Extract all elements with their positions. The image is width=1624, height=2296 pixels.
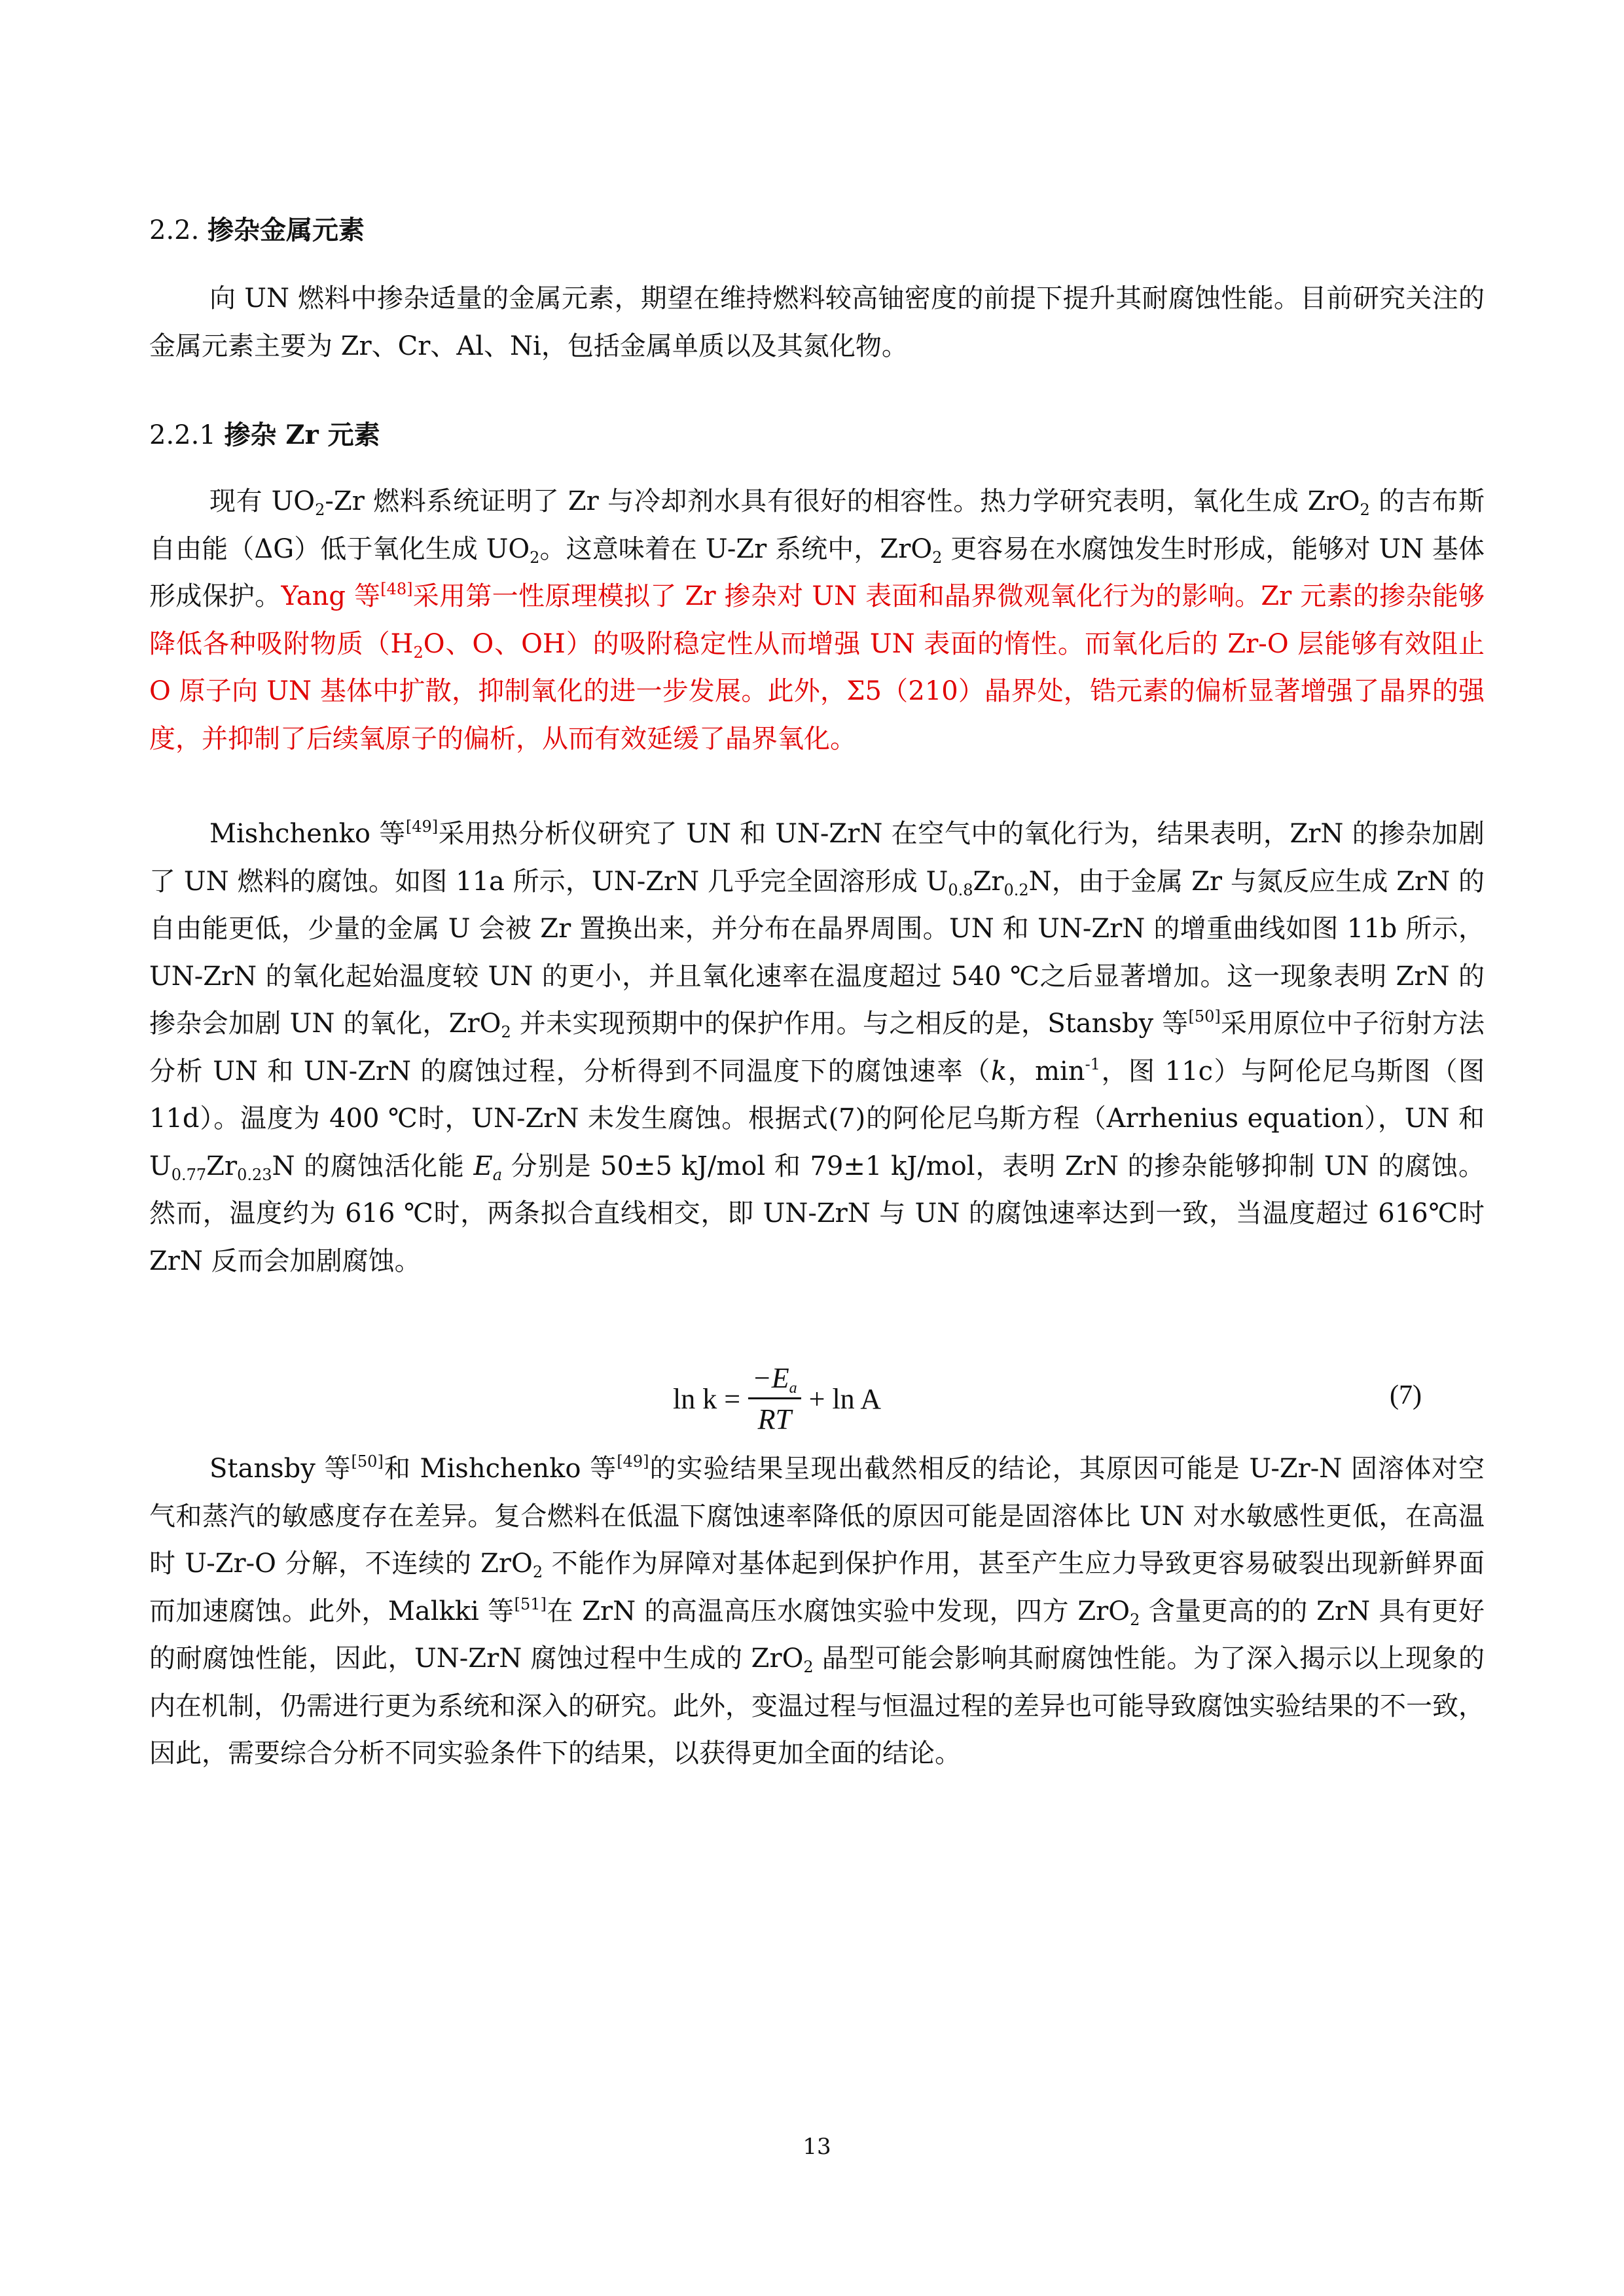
- paragraph-mishchenko-stansby: Mishchenko 等[49]采用热分析仪研究了 UN 和 UN-ZrN 在空气中的氧化行为，结果表明，ZrN 的掺杂加剧了 UN 燃料的腐蚀。如图 11a 所示，UN-ZrN 几乎完全固溶形成 $U_{0.8}Zr_{0.2}N$，由于金属 Zr 与氮反应生成 ZrN 的自由能更低，少量的金属 U 会被 Zr 置换出来，并分布在晶界周围。UN 和 UN-ZrN 的增重曲线如图 11b 所示，UN-ZrN 的氧化起始温度较 UN 的更小，并且氧化速率在温度超过 540 ℃之后显著增加。这一现象表明 ZrN 的掺杂会加剧 UN 的氧化，ZrO$_2$ 并未实现预期中的保护作用。与之相反的是，Stansby 等[50]采用原位中子衍射方法分析 UN 和 UN-ZrN 的腐蚀过程，分析得到不同温度下的腐蚀速率（k，$\min^{-1}$，图 11c）与阿伦尼乌斯图（图 11d）。温度为 400 ℃时，UN-ZrN 未发生腐蚀。根据式(7)的阿伦尼乌斯方程（Arrhenius equation），UN 和 $U_{0.77}Zr_{0.23}N$ 的腐蚀活化能 $E_a$ 分别是 50±5 kJ/mol 和 79±1 kJ/mol，表明 ZrN 的掺杂能够抑制 UN 的腐蚀。然而，温度约为 616 ℃时，两条拟合直线相交，即 UN-ZrN 与 UN 的腐蚀速率达到一致，当温度超过 616℃时 ZrN 反而会加剧腐蚀。: [149, 817, 1485, 1276]
- arrhenius-equation: [149, 1356, 1485, 1441]
- highlighted-text: Yang 等[48]采用第一性原理模拟了 Zr 掺杂对 UN 表面和晶界微观氧化行为的影响。Zr 元素的掺杂能够降低各种吸附物质（$H_2O$、O、OH）的吸附稳定性从而增强 UN 表面的惰性。而氧化后的 Zr-O 层能够有效阻止 O 原子向 UN 基体中扩散，抑制氧化的进一步发展。此外，Σ5（210）晶界处，锆元素的偏析显著增强了晶界的强度，并抑制了后续氧原子的偏析，从而有效延缓了晶界氧化。: [149, 580, 1485, 754]
- subsection-number: 2.2.1: [149, 420, 216, 450]
- page-number: 13: [803, 2134, 831, 2160]
- equation-number: (7): [1390, 1380, 1422, 1410]
- citation-49: [49]: [617, 1452, 649, 1471]
- equation-denominator: RT: [757, 1403, 792, 1435]
- equation-fraction: [748, 1361, 801, 1437]
- equation-lhs: ln k =: [673, 1382, 741, 1415]
- equation-numerator: $-E_a$: [748, 1361, 801, 1399]
- citation-48: [48]: [380, 580, 413, 598]
- citation-50: [50]: [351, 1452, 384, 1471]
- subsection-title: 掺杂 Zr 元素: [224, 420, 380, 450]
- paragraph-zr-compatibility: 现有 $UO_2-Zr$ 燃料系统证明了 Zr 与冷却剂水具有很好的相容性。热力学研究表明，氧化生成 ZrO$_2$ 的吉布斯自由能（ΔG）低于氧化生成 $UO_2$。这意味着在 U-Zr 系统中，ZrO$_2$ 更容易在水腐蚀发生时形成，能够对 UN 基体形成保护。Yang 等[48]采用第一性原理模拟了 Zr 掺杂对 UN 表面和晶界微观氧化行为的影响。Zr 元素的掺杂能够降低各种吸附物质（$H_2O$、O、OH）的吸附稳定性从而增强 UN 表面的惰性。而氧化后的 Zr-O 层能够有效阻止 O 原子向 UN 基体中扩散，抑制氧化的进一步发展。此外，Σ5（210）晶界处，锆元素的偏析显著增强了晶界的强度，并抑制了后续氧原子的偏析，从而有效延缓了晶界氧化。: [149, 486, 1485, 754]
- section-number: 2.2.: [149, 215, 200, 245]
- paragraph-discussion: Stansby 等[50]和 Mishchenko 等[49]的实验结果呈现出截然相反的结论，其原因可能是 U-Zr-N 固溶体对空气和蒸汽的敏感度存在差异。复合燃料在低温下腐蚀速率降低的原因可能是固溶体比 UN 对水敏感性更低，在高温时 U-Zr-O 分解，不连续的 ZrO$_2$ 不能作为屏障对基体起到保护作用，甚至产生应力导致更容易破裂出现新鲜界面而加速腐蚀。此外，Malkki 等[51]在 ZrN 的高温高压水腐蚀实验中发现，四方 ZrO$_2$ 含量更高的的 ZrN 具有更好的耐腐蚀性能，因此，UN-ZrN 腐蚀过程中生成的 ZrO$_2$ 晶型可能会影响其耐腐蚀性能。为了深入揭示以上现象的内在机制，仍需进行更为系统和深入的研究。此外，变温过程与恒温过程的差异也可能导致腐蚀实验结果的不一致，因此，需要综合分析不同实验条件下的结果，以获得更加全面的结论。: [149, 1452, 1485, 1768]
- citation-50: [50]: [1188, 1007, 1221, 1026]
- citation-51: [51]: [514, 1594, 547, 1613]
- intro-paragraph: 向 UN 燃料中掺杂适量的金属元素，期望在维持燃料较高铀密度的前提下提升其耐腐蚀性能。目前研究关注的金属元素主要为 Zr、Cr、Al、Ni，包括金属单质以及其氮化物。: [149, 283, 1485, 361]
- subsection-heading: [149, 419, 380, 452]
- document-page: [149, 0, 1485, 2296]
- section-heading: [149, 214, 365, 247]
- equation-rhs: + ln A: [808, 1382, 882, 1415]
- equation-body: [673, 1356, 881, 1441]
- citation-49: [49]: [405, 817, 439, 836]
- section-title: 掺杂金属元素: [208, 215, 365, 245]
